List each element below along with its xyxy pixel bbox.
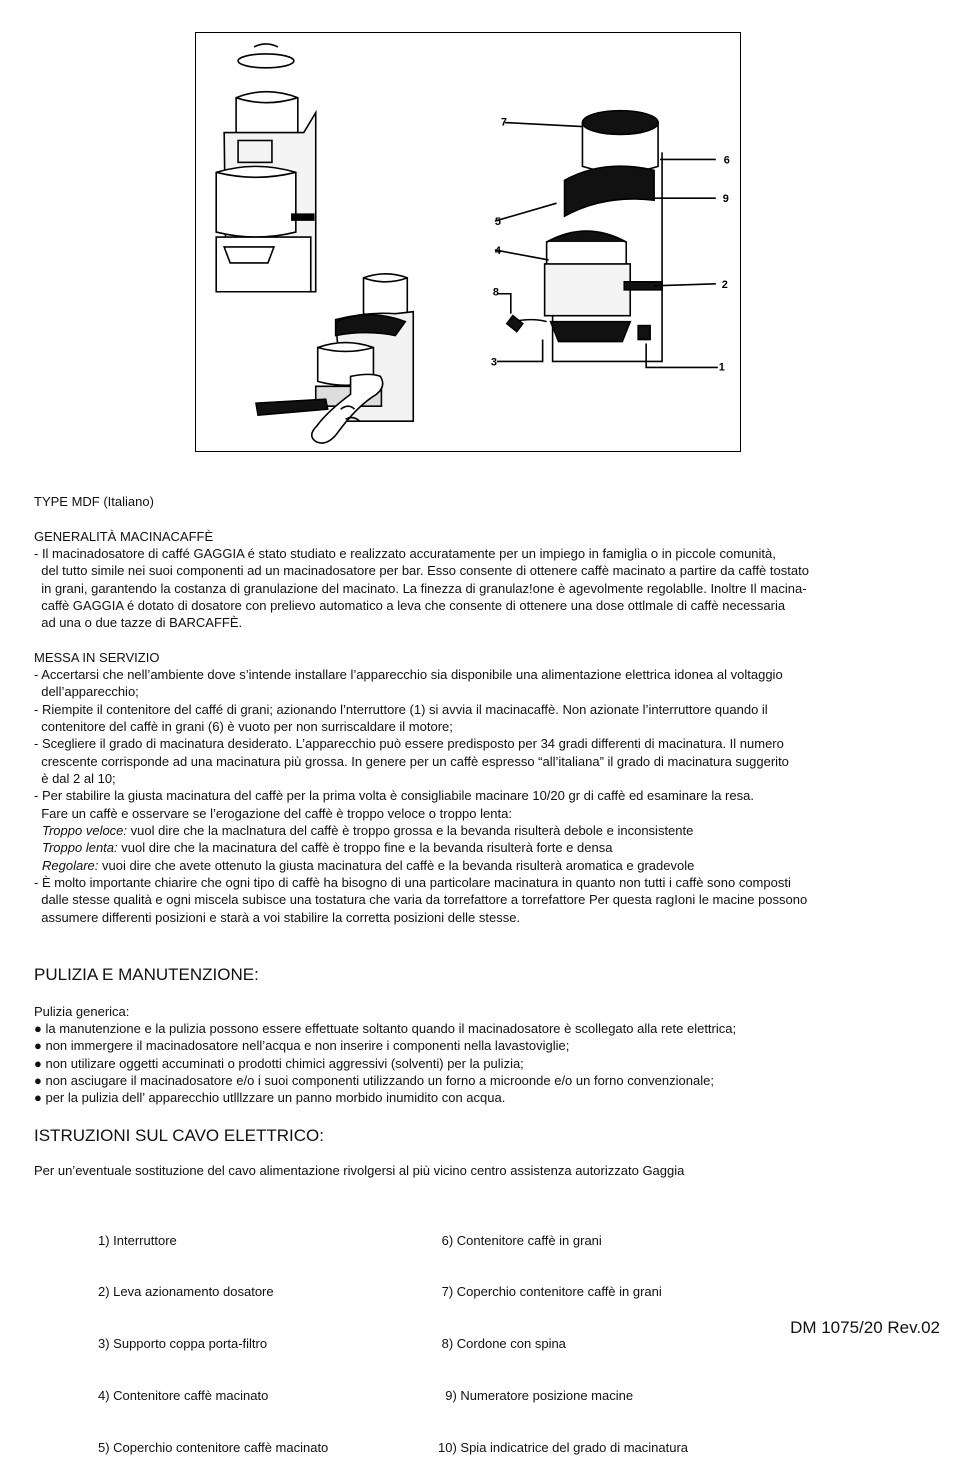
messa-line: - Scegliere il grado di macinatura desiderato. L’apparecchio può essere predisposto per 34 gradi differenti di macinatura. Il numero: [34, 736, 784, 751]
messa-line: - Per stabilire la giusta macinatura del caffè per la prima volta è consigliabile macinare 10/20 gr di caffè ed esaminare la resa.: [34, 788, 754, 803]
generalita-line: ad una o due tazze di BARCAFFÈ.: [34, 615, 243, 630]
troppo-veloce-label: Troppo veloce:: [42, 823, 128, 838]
messa-line: - Riempite il contenitore del caffé di grani; azionando l’nterruttore (1) si avvia il macinacaffè. Non azionate l’interruttore quando il: [34, 702, 768, 717]
type-line: TYPE MDF (Italiano): [34, 494, 154, 509]
document-code: DM 1075/20 Rev.02: [790, 1318, 940, 1337]
pulizia-heading: PULIZIA E MANUTENZIONE:: [34, 965, 259, 984]
callout-1: 1: [718, 361, 725, 374]
legend-item: 10) Spia indicatrice del grado di macinatura: [438, 1440, 689, 1456]
messa-tail-line: assumere differenti posizioni e starà a voi stabilire la corretta posizioni delle stesse.: [34, 910, 521, 925]
legend-item: 8) Cordone con spina: [438, 1336, 566, 1352]
generalita-line: caffè GAGGIA é dotato di dosatore con prelievo automatico a leva che consente di ottenere una dose ottlmale di caffè necessaria: [34, 598, 786, 613]
lid-floating: [238, 54, 294, 68]
legend-item: 5) Coperchio contenitore caffè macinato: [98, 1440, 329, 1456]
legend-item: 9) Numeratore posizione macine: [438, 1388, 634, 1404]
pulizia-bullet: ● la manutenzione e la pulizia possono essere effettuate soltanto quando il macinadosatore è scollegato alla rete elettrica;: [34, 1021, 737, 1036]
messa-line: Fare un caffè e osservare se l’erogazione del caffè è troppo veloce o troppo lenta:: [34, 806, 512, 821]
callout-6: 6: [723, 154, 730, 167]
messa-tail-line: dalle stesse qualità e ogni miscela subisce una tostatura che varia da torrefattore a torrefattore Per questa ragIoni le macine possono: [34, 892, 808, 907]
regolare-text: vuoi dire che avete ottenuto la giusta macinatura del caffè e la bevanda risulterà aromatica e gradevole: [98, 858, 695, 873]
callout-2: 2: [721, 278, 728, 291]
messa-line: dell’apparecchio;: [34, 684, 139, 699]
pulizia-bullet: ● non utilizare oggetti accuminati o prodotti chimici aggressivi (solventi) per la pulizia;: [34, 1056, 524, 1071]
cavo-text: Per un’eventuale sostituzione del cavo alimentazione rivolgersi al più vicino centro assistenza autorizzato Gaggia: [34, 1163, 685, 1178]
messa-line: è dal 2 al 10;: [34, 771, 116, 786]
messa-tail-line: - È molto importante chiarire che ogni tipo di caffè ha bisogno di una particolare macinatura in quanto non tutti i caffè sono composti: [34, 875, 791, 890]
messa-heading: MESSA IN SERVIZIO: [34, 650, 160, 665]
illustration-svg: [196, 33, 740, 451]
troppo-lenta-text: vuol dire che la macinatura del caffè è troppo fine e la bevanda risulterà forte e densa: [117, 840, 613, 855]
legend-left: [98, 1197, 328, 1474]
legend-item: 7) Coperchio contenitore caffè in grani: [438, 1284, 662, 1300]
coffee-grinder-illustration: [195, 32, 741, 452]
troppo-veloce-text: vuol dire che la maclnatura del caffè è troppo grossa e la bevanda risulterà debole e inconsistente: [127, 823, 694, 838]
legend-item: 2) Leva azionamento dosatore: [98, 1284, 274, 1300]
legend-item: 1) Interruttore: [98, 1232, 177, 1248]
generalita-line: del tutto simile nei suoi componenti ad un macinadosatore per bar. Esso consente di ottenere caffè macinato a partire da caffè tostato: [34, 563, 809, 578]
troppo-lenta-label: Troppo lenta:: [42, 840, 118, 855]
legend-item: 4) Contenitore caffè macinato: [98, 1388, 269, 1404]
troppo-lenta-line: [42, 839, 612, 856]
legend-item: 6) Contenitore caffè in grani: [438, 1232, 602, 1248]
callout-5: 5: [494, 216, 501, 229]
pulizia-subheading: Pulizia generica:: [34, 1004, 130, 1019]
generalita-line: in grani, garantendo la costanza di granulazione del macinato. La finezza di granulaz!one è agevolmente regolablle. Inoltre Il macina-: [34, 581, 807, 596]
callout-7: 7: [500, 116, 507, 129]
pulizia-bullet: ● non asciugare il macinadosatore e/o i suoi componenti utilizzando un forno a microonde e/o un forno convenzionale;: [34, 1073, 714, 1088]
regolare-label: Regolare:: [42, 858, 99, 873]
legend-right: [438, 1197, 688, 1474]
pulizia-bullet: ● non immergere il macinadosatore nell’acqua e non inserire i componenti nella lavastoviglie;: [34, 1038, 570, 1053]
cavo-heading: ISTRUZIONI SUL CAVO ELETTRICO:: [34, 1126, 324, 1145]
messa-line: - Accertarsi che nell’ambiente dove s’intende installare l’apparecchio sia disponibile una alimentazione elettrica idonea al voltaggio: [34, 667, 783, 682]
messa-line: crescente corrisponde ad una macinatura più grossa. In genere per un caffè espresso “all’italiana” il grado di macinatura suggerito: [34, 754, 789, 769]
legend-item: 3) Supporto coppa porta-filtro: [98, 1336, 268, 1352]
generalita-heading: GENERALITÀ MACINACAFFÈ: [34, 529, 214, 544]
callout-3: 3: [490, 356, 497, 369]
regolare-line: [42, 857, 694, 874]
callout-4: 4: [494, 244, 501, 257]
messa-line: contenitore del caffè in grani (6) è vuoto per non surriscaldare il motore;: [34, 719, 453, 734]
callout-9: 9: [722, 193, 729, 206]
troppo-veloce-line: [42, 822, 693, 839]
generalita-line: - Il macinadosatore di caffé GAGGIA é stato studiato e realizzato accuratamente per un impiego in famiglia o in piccole comunità,: [34, 546, 776, 561]
pulizia-bullet: ● per la pulizia dell’ apparecchio utlllzzare un panno morbido inumidito con acqua.: [34, 1090, 506, 1105]
callout-8: 8: [492, 286, 499, 299]
